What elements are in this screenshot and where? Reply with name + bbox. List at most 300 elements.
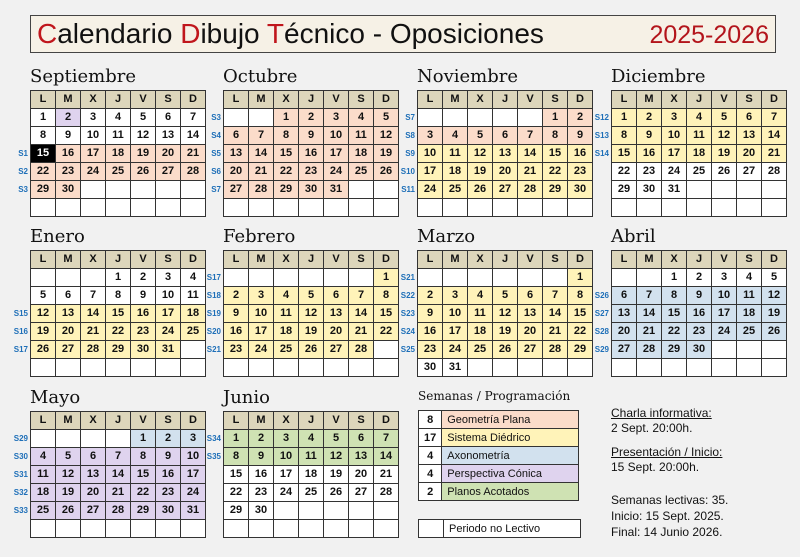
day-cell: 16 (299, 145, 324, 163)
weekday-header: M (443, 251, 468, 269)
day-cell: 5 (493, 287, 518, 305)
day-cell (374, 520, 399, 538)
day-cell (737, 181, 762, 199)
day-cell: 3 (712, 269, 737, 287)
day-cell: 8 (612, 127, 637, 145)
week-label: S5 (211, 149, 221, 158)
day-cell: 19 (31, 323, 56, 341)
day-cell: 15 (106, 305, 131, 323)
day-cell: 7 (249, 127, 274, 145)
weekday-header: M (637, 251, 662, 269)
day-cell (131, 520, 156, 538)
day-cell (443, 269, 468, 287)
day-cell: 3 (249, 287, 274, 305)
day-cell: 19 (299, 323, 324, 341)
day-cell: 18 (31, 484, 56, 502)
day-cell: 16 (568, 145, 593, 163)
legend-count: 4 (419, 447, 442, 465)
day-cell (349, 359, 374, 377)
day-cell: 14 (349, 305, 374, 323)
day-cell: 17 (712, 305, 737, 323)
day-cell: 1 (612, 109, 637, 127)
no-lectivo-swatch (419, 520, 444, 538)
day-cell: 24 (418, 181, 443, 199)
day-cell: 18 (468, 323, 493, 341)
month-6 (206, 226, 393, 377)
day-cell: 18 (274, 323, 299, 341)
weekday-header: S (156, 91, 181, 109)
weekday-header: D (181, 251, 206, 269)
day-cell (712, 341, 737, 359)
day-cell: 6 (737, 109, 762, 127)
weekday-header: X (662, 251, 687, 269)
day-cell: 7 (762, 109, 787, 127)
day-cell: 17 (181, 466, 206, 484)
day-cell: 8 (374, 287, 399, 305)
day-cell (299, 359, 324, 377)
weekday-header: V (131, 251, 156, 269)
weekday-header: S (349, 412, 374, 430)
month-name: Diciembre (611, 66, 706, 87)
day-cell (299, 502, 324, 520)
day-cell: 22 (662, 323, 687, 341)
day-cell: 10 (156, 287, 181, 305)
legend-item (419, 429, 579, 447)
week-label: S34 (206, 434, 221, 443)
day-cell: 4 (181, 269, 206, 287)
week-label: S3 (18, 185, 28, 194)
day-cell (56, 520, 81, 538)
day-cell: 14 (637, 305, 662, 323)
day-cell: 21 (81, 323, 106, 341)
title-part: T (266, 18, 284, 49)
charla-date: 2 Sept. 20:00h. (611, 421, 693, 435)
day-cell: 1 (543, 109, 568, 127)
day-cell (156, 181, 181, 199)
day-cell: 23 (637, 163, 662, 181)
legend-item (419, 411, 579, 429)
day-cell: 3 (181, 430, 206, 448)
day-cell (31, 359, 56, 377)
day-cell: 23 (418, 341, 443, 359)
day-cell: 7 (81, 287, 106, 305)
legend-item (419, 447, 579, 465)
day-cell: 13 (81, 466, 106, 484)
day-cell: 5 (374, 109, 399, 127)
day-cell: 27 (493, 181, 518, 199)
day-cell: 8 (543, 127, 568, 145)
day-cell (687, 359, 712, 377)
legend-label: Planos Acotados (442, 483, 579, 501)
weekday-header: J (687, 91, 712, 109)
weekday-header: X (662, 91, 687, 109)
day-cell (468, 109, 493, 127)
day-cell: 8 (31, 127, 56, 145)
weekday-header: D (762, 91, 787, 109)
month-table (223, 250, 399, 377)
day-cell (543, 269, 568, 287)
day-cell: 21 (181, 145, 206, 163)
day-cell: 17 (156, 305, 181, 323)
weekday-header: D (374, 251, 399, 269)
day-cell: 20 (81, 484, 106, 502)
day-cell: 6 (56, 287, 81, 305)
weekday-header: X (274, 412, 299, 430)
legend-count: 8 (419, 411, 442, 429)
day-cell: 23 (131, 323, 156, 341)
day-cell: 16 (249, 466, 274, 484)
presentacion-title: Presentación / Inicio: (611, 445, 723, 459)
day-cell: 10 (712, 287, 737, 305)
day-cell: 17 (81, 145, 106, 163)
day-cell: 31 (324, 181, 349, 199)
day-cell: 27 (81, 502, 106, 520)
day-cell: 15 (31, 145, 56, 163)
day-cell (131, 181, 156, 199)
day-cell: 17 (274, 466, 299, 484)
day-cell (468, 269, 493, 287)
day-cell (81, 520, 106, 538)
month-2 (211, 66, 393, 217)
day-cell: 15 (543, 145, 568, 163)
day-cell: 2 (249, 430, 274, 448)
day-cell: 28 (249, 181, 274, 199)
day-cell (493, 109, 518, 127)
weekday-header: V (518, 251, 543, 269)
day-cell (518, 109, 543, 127)
day-cell (324, 502, 349, 520)
day-cell (374, 359, 399, 377)
day-cell: 2 (56, 109, 81, 127)
day-cell: 6 (156, 109, 181, 127)
day-cell: 29 (274, 181, 299, 199)
week-label: S27 (594, 309, 609, 318)
weekday-header: L (418, 251, 443, 269)
day-cell: 7 (637, 287, 662, 305)
weekday-header: J (493, 91, 518, 109)
day-cell (418, 199, 443, 217)
day-cell: 30 (687, 341, 712, 359)
day-cell (56, 199, 81, 217)
day-cell: 1 (31, 109, 56, 127)
day-cell (274, 269, 299, 287)
day-cell: 1 (662, 269, 687, 287)
day-cell: 24 (662, 163, 687, 181)
day-cell (493, 359, 518, 377)
day-cell (493, 199, 518, 217)
day-cell: 30 (418, 359, 443, 377)
legend-count: 2 (419, 483, 442, 501)
week-label: S21 (206, 345, 221, 354)
weekday-header: X (274, 251, 299, 269)
day-cell: 14 (81, 305, 106, 323)
day-cell: 17 (662, 145, 687, 163)
day-cell: 25 (737, 323, 762, 341)
day-cell: 12 (324, 448, 349, 466)
week-label: S20 (206, 327, 221, 336)
day-cell: 22 (612, 163, 637, 181)
legend-count: 4 (419, 465, 442, 483)
title-part: ibujo (200, 18, 267, 49)
day-cell: 15 (224, 466, 249, 484)
month-4 (594, 66, 781, 217)
day-cell (418, 109, 443, 127)
day-cell (249, 359, 274, 377)
month-table (611, 250, 787, 377)
month-name: Septiembre (30, 66, 136, 87)
day-cell (468, 199, 493, 217)
day-cell: 2 (637, 109, 662, 127)
day-cell: 19 (468, 163, 493, 181)
day-cell: 4 (468, 287, 493, 305)
month-9 (13, 387, 200, 538)
day-cell: 21 (543, 323, 568, 341)
day-cell: 14 (543, 305, 568, 323)
day-cell: 14 (249, 145, 274, 163)
month-8 (594, 226, 781, 377)
day-cell: 14 (181, 127, 206, 145)
day-cell: 10 (181, 448, 206, 466)
day-cell: 13 (324, 305, 349, 323)
weekday-header: L (31, 412, 56, 430)
day-cell: 15 (131, 466, 156, 484)
day-cell (543, 359, 568, 377)
day-cell (299, 199, 324, 217)
weekday-header: D (568, 251, 593, 269)
weekday-header: X (468, 91, 493, 109)
day-cell (31, 269, 56, 287)
day-cell: 28 (181, 163, 206, 181)
month-table (417, 250, 593, 377)
day-cell: 20 (349, 466, 374, 484)
day-cell: 24 (274, 484, 299, 502)
day-cell (274, 502, 299, 520)
inicio-date: Inicio: 15 Sept. 2025. (611, 509, 724, 523)
day-cell: 10 (443, 305, 468, 323)
day-cell: 20 (737, 145, 762, 163)
weekday-header: D (762, 251, 787, 269)
day-cell (468, 359, 493, 377)
day-cell: 25 (106, 163, 131, 181)
weekday-header: M (443, 91, 468, 109)
day-cell: 13 (349, 448, 374, 466)
day-cell (156, 199, 181, 217)
month-table (223, 90, 399, 217)
day-cell: 7 (518, 127, 543, 145)
week-label: S32 (13, 488, 28, 497)
day-cell (106, 520, 131, 538)
weekday-header: D (181, 412, 206, 430)
week-label: S1 (18, 149, 28, 158)
day-cell: 5 (131, 109, 156, 127)
day-cell: 3 (418, 127, 443, 145)
weekday-header: S (156, 251, 181, 269)
weekday-header: V (324, 412, 349, 430)
day-cell: 22 (543, 163, 568, 181)
day-cell: 11 (181, 287, 206, 305)
day-cell (181, 341, 206, 359)
month-table (611, 90, 787, 217)
day-cell: 27 (612, 341, 637, 359)
day-cell (224, 520, 249, 538)
day-cell: 18 (181, 305, 206, 323)
day-cell (737, 341, 762, 359)
week-label: S28 (594, 327, 609, 336)
day-cell (349, 181, 374, 199)
week-label: S29 (13, 434, 28, 443)
day-cell: 16 (687, 305, 712, 323)
day-cell (637, 199, 662, 217)
week-label: S33 (13, 506, 28, 515)
day-cell: 16 (637, 145, 662, 163)
day-cell: 15 (568, 305, 593, 323)
day-cell: 7 (106, 448, 131, 466)
day-cell: 24 (712, 323, 737, 341)
day-cell: 30 (156, 502, 181, 520)
day-cell: 1 (274, 109, 299, 127)
day-cell: 13 (156, 127, 181, 145)
week-label: S22 (400, 291, 415, 300)
weekday-header: J (493, 251, 518, 269)
day-cell: 16 (418, 323, 443, 341)
week-label: S2 (18, 167, 28, 176)
day-cell: 21 (249, 163, 274, 181)
day-cell: 11 (299, 448, 324, 466)
day-cell: 19 (493, 323, 518, 341)
weekday-header: M (249, 91, 274, 109)
day-cell: 21 (762, 145, 787, 163)
month-3 (400, 66, 587, 217)
month-name: Enero (30, 226, 85, 247)
final-date: Final: 14 Junio 2026. (611, 525, 723, 539)
day-cell: 6 (324, 287, 349, 305)
week-label: S19 (206, 309, 221, 318)
day-cell (662, 199, 687, 217)
day-cell: 2 (224, 287, 249, 305)
day-cell: 16 (131, 305, 156, 323)
day-cell: 13 (56, 305, 81, 323)
month-table (30, 411, 206, 538)
day-cell: 12 (31, 305, 56, 323)
title-bar (30, 15, 776, 53)
day-cell (274, 199, 299, 217)
weekday-header: J (687, 251, 712, 269)
day-cell (637, 359, 662, 377)
day-cell (762, 199, 787, 217)
day-cell (568, 359, 593, 377)
day-cell: 10 (249, 305, 274, 323)
week-label: S24 (400, 327, 415, 336)
weekday-header: V (712, 91, 737, 109)
day-cell: 20 (518, 323, 543, 341)
weekday-header: L (612, 251, 637, 269)
week-label: S26 (594, 291, 609, 300)
day-cell (762, 341, 787, 359)
day-cell: 11 (687, 127, 712, 145)
week-label: S14 (594, 149, 609, 158)
week-label: S7 (211, 185, 221, 194)
day-cell: 12 (131, 127, 156, 145)
day-cell: 28 (374, 484, 399, 502)
weekday-header: S (543, 251, 568, 269)
weekday-header: J (299, 412, 324, 430)
day-cell (418, 269, 443, 287)
day-cell: 24 (324, 163, 349, 181)
day-cell: 29 (568, 341, 593, 359)
day-cell (374, 181, 399, 199)
charla-title: Charla informativa: (611, 406, 712, 420)
day-cell: 26 (712, 163, 737, 181)
month-table (417, 90, 593, 217)
day-cell: 26 (374, 163, 399, 181)
day-cell: 17 (418, 163, 443, 181)
day-cell: 6 (81, 448, 106, 466)
week-label: S13 (594, 131, 609, 140)
day-cell: 24 (181, 484, 206, 502)
month-name: Abril (611, 226, 656, 247)
week-label: S21 (400, 273, 415, 282)
day-cell (612, 269, 637, 287)
day-cell: 12 (762, 287, 787, 305)
weekday-header: X (81, 412, 106, 430)
day-cell: 12 (299, 305, 324, 323)
day-cell: 2 (299, 109, 324, 127)
day-cell: 11 (737, 287, 762, 305)
day-cell: 9 (249, 448, 274, 466)
day-cell (568, 199, 593, 217)
day-cell: 9 (687, 287, 712, 305)
day-cell: 21 (518, 163, 543, 181)
day-cell: 12 (493, 305, 518, 323)
day-cell: 14 (518, 145, 543, 163)
weekday-header: L (224, 251, 249, 269)
day-cell: 1 (106, 269, 131, 287)
month-name: Mayo (30, 387, 81, 408)
day-cell: 6 (518, 287, 543, 305)
weekday-header: D (181, 91, 206, 109)
day-cell: 31 (156, 341, 181, 359)
day-cell: 8 (224, 448, 249, 466)
semanas-lectivas: Semanas lectivas: 35. (611, 493, 729, 507)
day-cell: 18 (299, 466, 324, 484)
day-cell: 5 (299, 287, 324, 305)
day-cell (687, 181, 712, 199)
day-cell: 20 (224, 163, 249, 181)
day-cell: 21 (106, 484, 131, 502)
day-cell: 4 (687, 109, 712, 127)
weekday-header: D (374, 91, 399, 109)
day-cell: 26 (56, 502, 81, 520)
day-cell (374, 502, 399, 520)
weekday-header: M (249, 412, 274, 430)
day-cell: 2 (418, 287, 443, 305)
day-cell: 21 (637, 323, 662, 341)
weekday-header: V (131, 91, 156, 109)
day-cell (543, 199, 568, 217)
day-cell: 10 (274, 448, 299, 466)
day-cell (374, 341, 399, 359)
day-cell: 2 (156, 430, 181, 448)
day-cell (737, 359, 762, 377)
day-cell: 20 (56, 323, 81, 341)
day-cell: 25 (349, 163, 374, 181)
day-cell: 12 (468, 145, 493, 163)
day-cell (349, 269, 374, 287)
day-cell: 19 (712, 145, 737, 163)
day-cell: 4 (106, 109, 131, 127)
title-part: D (180, 18, 201, 49)
month-table (30, 90, 206, 217)
